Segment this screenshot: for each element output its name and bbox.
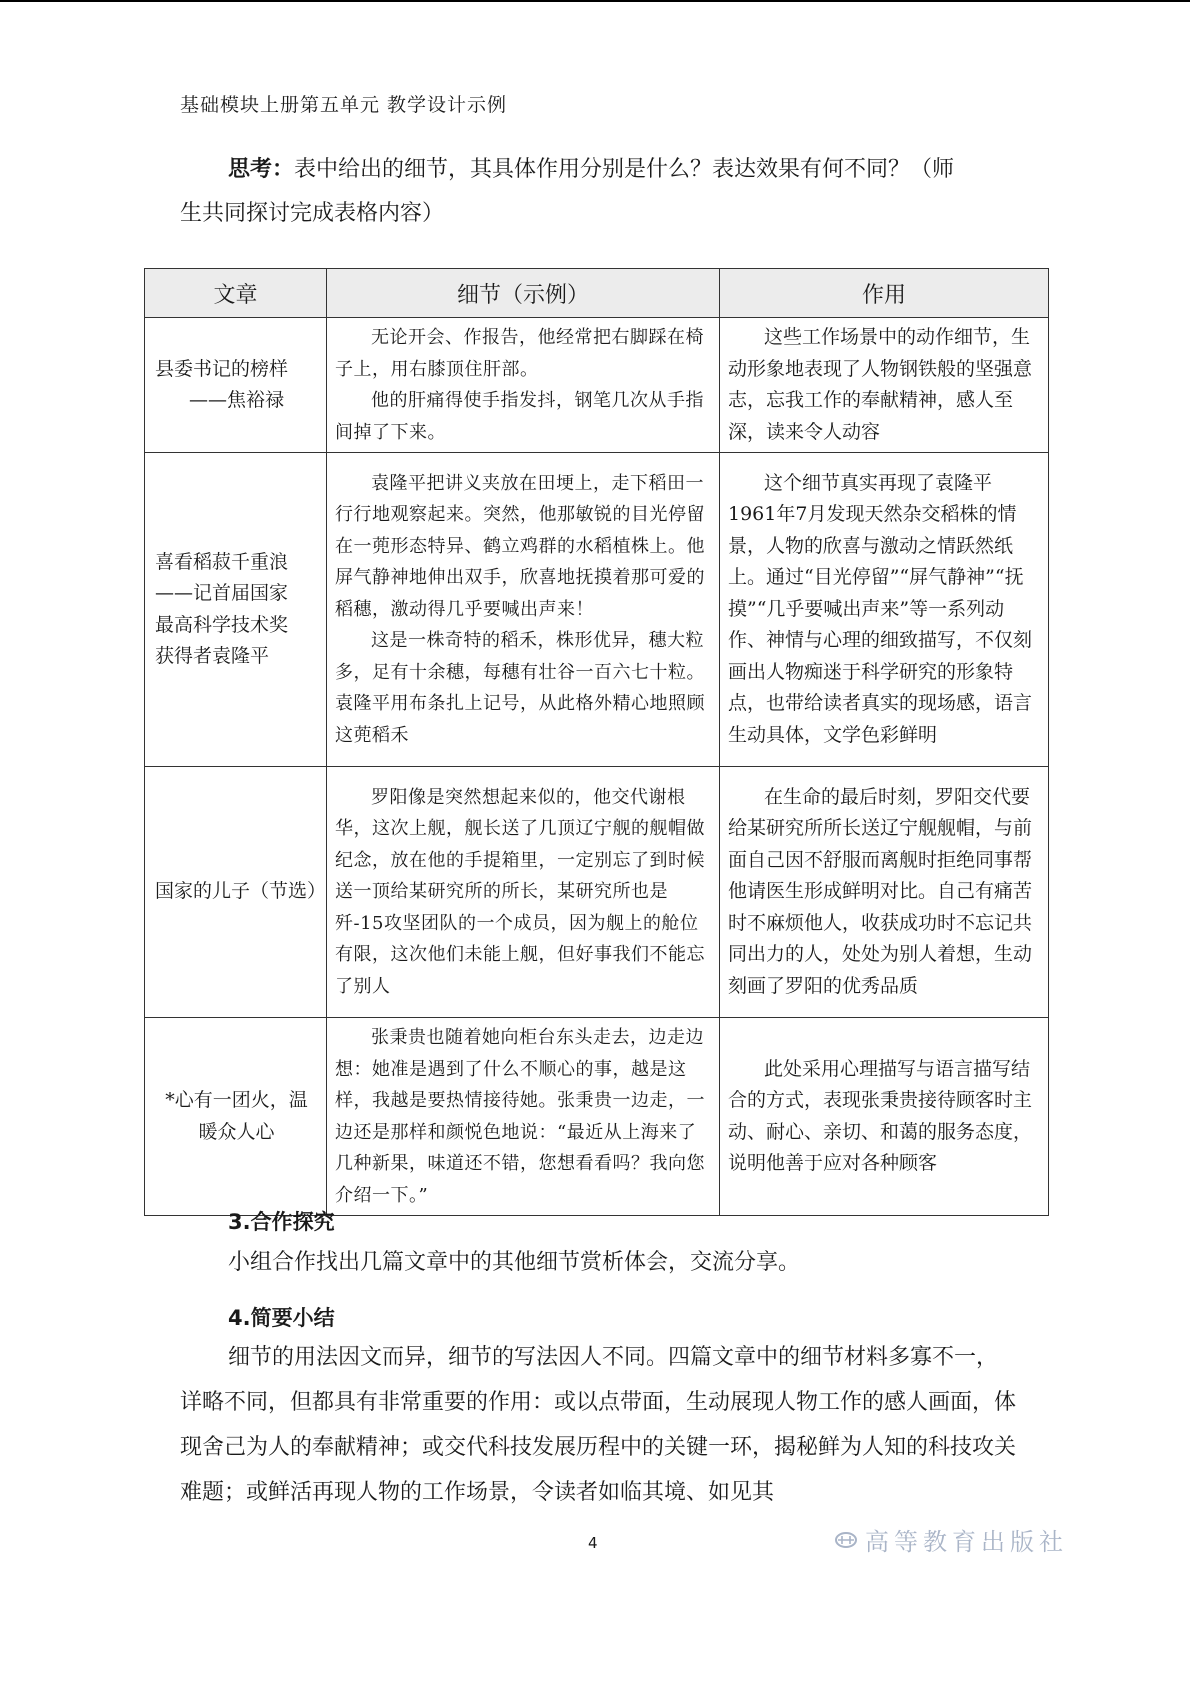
table-row	[145, 1018, 1049, 1216]
detail-paragraph: 这是一株奇特的稻禾，株形优异，穗大粒多，足有十余穗，每穗有壮谷一百六七十粒。袁隆平用布条扎上记号，从此格外精心地照顾这蔸稻禾	[335, 630, 705, 746]
top-rule	[0, 0, 1190, 2]
detail-paragraph: 张秉贵也随着她向柜台东头走去，边走边想：她准是遇到了什么不顺心的事，越是这样，我越是要热情接待她。张秉贵一边走，一边还是那样和颜悦色地说：“最近从上海来了几种新果，味道还不错，您想看看吗？我向您介绍一下。”	[335, 1027, 705, 1206]
section4-title: 4.简要小结	[228, 1306, 335, 1330]
article-line: 国家的儿子（节选）	[155, 880, 327, 903]
detail-cell	[327, 767, 720, 1018]
think-text-line2: 生共同探讨完成表格内容）	[180, 201, 445, 226]
running-head: 基础模块上册第五单元 教学设计示例	[180, 94, 508, 116]
section4-paragraph: 细节的用法因文而异，细节的写法因人不同。四篇文章中的细节材料多寡不一，详略不同，但都具有非常重要的作用：或以点带面，生动展现人物工作的感人画面，体现舍己为人的奉献精神；或交代科技发展历程中的关键一环，揭秘鲜为人知的科技攻关难题；或鲜活再现人物的工作场景，令读者如临其境、如见其	[180, 1345, 1017, 1505]
detail-cell	[327, 318, 720, 453]
function-text: 在生命的最后时刻，罗阳交代要给某研究所所长送辽宁舰舰帽，与前面自己因不舒服而离舰时拒绝同事帮他请医生形成鲜明对比。自己有痛苦时不麻烦他人，收获成功时不忘记共同出力的人，处处为别人着想，生动刻画了罗阳的优秀品质	[728, 785, 1033, 997]
article-cell	[145, 318, 327, 453]
article-line: *心有一团火，温	[165, 1089, 308, 1111]
header-detail: 细节（示例）	[327, 269, 720, 318]
article-cell	[145, 1018, 327, 1216]
publisher-name: 高等教育出版社	[865, 1528, 1068, 1556]
detail-table	[144, 268, 1049, 1216]
section4-text	[180, 1335, 1016, 1515]
article-line: 最高科学技术奖	[155, 613, 289, 636]
function-text: 这些工作场景中的动作细节，生动形象地表现了人物钢铁般的坚强意志，忘我工作的奉献精神，感人至深，读来令人动容	[728, 326, 1033, 443]
section3-text	[180, 1240, 1016, 1285]
section3-paragraph: 小组合作找出几篇文章中的其他细节赏析体会，交流分享。	[228, 1250, 801, 1275]
article-line: 暖众人心	[198, 1120, 275, 1143]
article-line: ——焦裕禄	[189, 389, 285, 411]
function-text: 这个细节真实再现了袁隆平1961年7月发现天然杂交稻株的情景，人物的欣喜与激动之情跃然纸上。通过“目光停留”“屏气静神”“抚摸”“几乎要喊出声来”等一系列动作、神情与心理的细致描写，不仅刻画出人物痴迷于科学研究的形象特点，也带给读者真实的现场感，语言生动具体，文学色彩鲜明	[728, 471, 1033, 746]
article-line: 获得者袁隆平	[155, 645, 270, 667]
publisher-logo-icon	[835, 1529, 857, 1551]
section3-title: 3.合作探究	[228, 1210, 335, 1234]
think-label: 思考：	[228, 157, 295, 182]
header-function: 作用	[720, 269, 1049, 318]
header-article: 文章	[145, 269, 327, 318]
detail-paragraph: 他的肝痛得使手指发抖，钢笔几次从手指间掉了下来。	[335, 390, 704, 443]
article-line: 喜看稻菽千重浪	[155, 550, 289, 573]
table-row	[145, 767, 1049, 1018]
function-cell	[720, 318, 1049, 453]
think-question	[180, 148, 1020, 236]
detail-paragraph: 罗阳像是突然想起来似的，他交代谢根华，这次上舰，舰长送了几顶辽宁舰的舰帽做纪念，放在他的手提箱里，一定别忘了到时候送一顶给某研究所的所长，某研究所也是歼-15攻坚团队的一个成员，因为舰上的舱位有限，这次他们未能上舰，但好事我们不能忘了别人	[335, 786, 705, 997]
article-cell	[145, 453, 327, 767]
article-line: 县委书记的榜样	[155, 357, 289, 380]
detail-paragraph: 无论开会、作报告，他经常把右脚踩在椅子上，用右膝顶住肝部。	[335, 327, 704, 380]
page-number: 4	[588, 1534, 598, 1552]
function-cell	[720, 767, 1049, 1018]
detail-cell	[327, 453, 720, 767]
table-header-row	[145, 269, 1049, 318]
table-row	[145, 318, 1049, 453]
think-text-line1: 表中给出的细节，其具体作用分别是什么？表达效果有何不同？（师	[294, 157, 955, 182]
function-text: 此处采用心理描写与语言描写结合的方式，表现张秉贵接待顾客时主动、耐心、亲切、和蔼的服务态度，说明他善于应对各种顾客	[728, 1057, 1033, 1174]
article-cell	[145, 767, 327, 1018]
publisher-mark	[835, 1522, 1068, 1557]
function-cell	[720, 1018, 1049, 1216]
table-row	[145, 453, 1049, 767]
detail-paragraph: 袁隆平把讲义夹放在田埂上，走下稻田一行行地观察起来。突然，他那敏锐的目光停留在一蔸形态特异、鹤立鸡群的水稻植株上。他屏气静神地伸出双手，欣喜地抚摸着那可爱的稻穗，激动得几乎要喊出声来！	[335, 472, 705, 620]
article-line: ——记首届国家	[155, 582, 289, 604]
function-cell	[720, 453, 1049, 767]
detail-cell	[327, 1018, 720, 1216]
